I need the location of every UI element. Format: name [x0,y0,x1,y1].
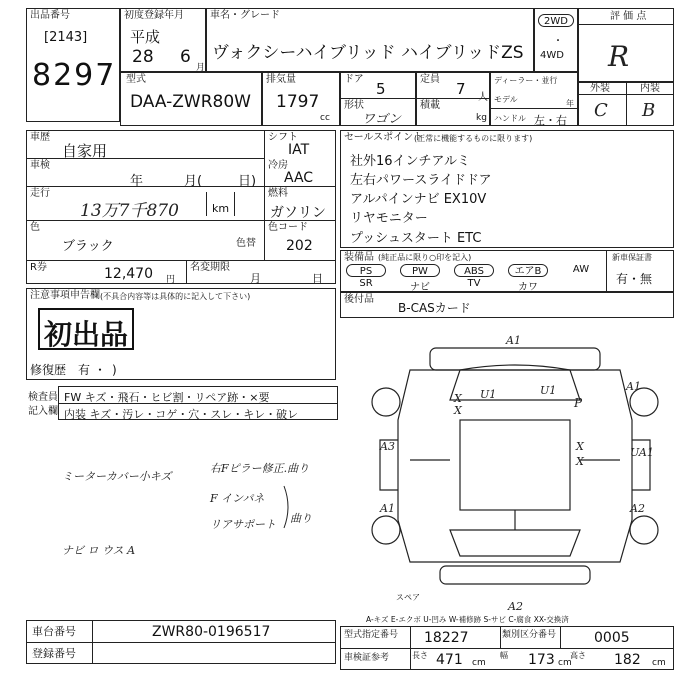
grade-value: R [608,40,630,73]
shape-value: ワゴン [362,112,402,127]
name-label: 車名・グレード [210,10,280,21]
width-label: 幅 [500,651,508,660]
selling-point-3: アルパインナビ EX10V [350,192,487,207]
plate-label: 登録番号 [32,647,76,660]
row-div-4 [26,260,336,261]
recycle-div [186,260,187,284]
registration-month-unit: 月 [196,63,206,73]
first-listing-text: 初出品 [44,318,129,351]
selling-point-2: 左右パワースライドドア [350,173,492,188]
damage-a1-top: A1 [506,334,521,347]
type-col-3 [560,626,561,648]
recycle-unit: 円 [166,275,176,285]
mileage-unit-div [206,192,207,216]
dealer-year-label: 年 [566,99,574,108]
title-change-label: 名変期限 [190,262,230,273]
color-code-label: 色コード [268,222,308,233]
recycle-label: R券 [30,262,47,273]
damage-a2-bottom: A2 [508,600,523,613]
color-code-value: 202 [286,238,313,254]
mileage-label: 走行 [30,188,50,199]
load-label: 積載 [420,100,440,111]
accessory-box [340,292,674,318]
length-value: 471 [436,652,463,668]
damage-a2-right: A2 [630,502,645,515]
selling-point-1: 社外16インチアルミ [350,154,471,169]
ext-label: 外装 [590,83,610,94]
damage-p: P [574,396,583,410]
usage-value: 自家用 [62,142,108,160]
width-unit: cm [558,658,572,668]
damage-x-right-1: X [576,440,584,453]
color-value: ブラック [62,239,114,254]
ext-int-divider-h [578,94,674,95]
hand-note-1: ミーターカバー小キズ [62,470,172,483]
notes-label: 注意事項申告欄 [30,290,100,301]
inspection-month: 月( [184,174,203,189]
width-value: 173 [528,652,555,668]
lot-subnumber: [2143] [44,30,88,45]
equip-navi: ナビ [410,282,430,293]
hand-note-5: 曲り [290,512,312,525]
int-value: B [642,100,656,121]
equip-pw: PW [400,264,440,277]
height-label: 高さ [570,651,586,660]
recycle-value: 12,470 [104,266,153,282]
shift-label: シフト [268,132,298,143]
selling-point-4: リヤモニター [350,211,428,226]
length-unit: cm [472,658,486,668]
ext-int-divider-v [626,82,627,126]
grade-label: 評 価 点 [610,11,647,22]
damage-legend: A-キズ E-エクボ U-凹み W-補修跡 S-サビ C-腐食 XX-交換済 [366,615,569,624]
height-unit: cm [652,658,666,668]
lot-number: 8297 [32,58,117,93]
mileage-unit-div2 [234,192,235,216]
equip-tv: TV [467,278,481,289]
accessory-value: B-CASカード [398,301,471,315]
type-col-1 [410,626,411,670]
selling-point-5: プッシュスタート ETC [350,231,482,246]
inspector-row-2: 内装 キズ・汚レ・コゲ・穴・スレ・キレ・破レ [64,408,299,421]
equip-abs: ABS [454,264,494,277]
selling-points-sub: (正常に機能するものに限ります) [414,134,533,143]
capacity-value: 7 [456,80,466,98]
model-value: DAA-ZWR80W [130,92,251,112]
row-div-2 [26,186,336,187]
dimensions-label: 車検証参考 [344,653,390,663]
damage-a1-right: A1 [626,380,641,393]
capacity-divider [416,98,490,99]
damage-x-left-1: X [454,392,462,405]
load-unit: kg [476,113,487,123]
equipment-sub: (純正品に限り○印を記入) [378,253,472,262]
mileage-unit: km [212,202,230,215]
chassis-col [92,620,93,664]
damage-x-left-2: X [454,404,462,417]
type-label-1: 型式指定番号 [344,630,399,640]
dealer-model-label: モデル [494,95,518,104]
equip-airbag: エアB [508,264,548,277]
lot-label: 出品番号 [30,10,70,21]
registration-label: 初度登録年月 [124,10,184,21]
col-div-main [264,130,265,260]
warranty-div [606,250,607,292]
vehicle-name: ヴォクシーハイブリッド ハイブリッドZS [212,43,524,63]
model-label: 型式 [126,74,146,85]
displacement-value: 1797 [276,92,320,112]
hand-note-2: 右Fピラー修正.曲り [210,462,310,475]
warranty-label: 新車保証書 [612,253,652,262]
type-value-2: 0005 [594,630,630,646]
inspection-year: 年 [130,174,144,189]
color-change-label: 色替 [236,238,256,249]
damage-u1-left: U1 [480,388,497,401]
capacity-unit: 人 [478,92,488,103]
length-label: 長さ [412,651,428,660]
capacity-label: 定員 [420,74,440,85]
mileage-value: 13万7千870 [80,201,179,221]
warranty-value: 有・無 [616,272,653,286]
equip-ps: PS [346,264,386,277]
damage-a1-left: A1 [380,502,395,515]
ext-value: C [594,100,608,121]
drive-4wd: 4WD [540,50,564,61]
inspector-label-2: 記入欄 [28,406,58,417]
title-change-month: 月 [250,272,261,285]
repair-close: ) [112,363,117,377]
title-change-day: 日 [312,272,323,285]
car-damage-diagram [350,330,680,600]
notes-sub: (不具合内容等は具体的に記入して下さい) [100,292,251,301]
inspection-day: 日) [238,174,257,189]
registration-year: 28 [132,47,154,67]
inspection-label: 車検 [30,160,50,171]
type-value-1: 18227 [424,630,469,646]
equipment-label: 装備品 [344,252,374,263]
ac-label: 冷房 [268,160,288,171]
type-col-2 [500,626,501,648]
repair-value: 有 [78,363,91,377]
hand-note-3: F インパネ [210,492,265,505]
chassis-label: 車台番号 [32,625,76,638]
int-label: 内装 [640,83,660,94]
hand-note-4: リアサポート [210,518,276,531]
fuel-value: ガソリン [270,205,326,221]
handle-label: ハンドル [494,114,526,123]
fuel-label: 燃料 [268,188,288,199]
hand-note-6: ナビ ロ ウス A [62,544,136,557]
type-divider [340,648,674,649]
accessory-label: 後付品 [344,294,374,305]
ac-value: AAC [284,170,314,186]
color-label: 色 [30,222,40,233]
type-label-2: 類別区分番号 [502,630,557,640]
damage-u1-right: U1 [540,384,557,397]
inspector-label-1: 検査員 [28,392,58,403]
doors-value: 5 [376,80,386,98]
usage-label: 車歴 [30,132,50,143]
chassis-value: ZWR80-0196517 [152,624,271,640]
repair-tail: ・ [94,363,107,377]
spare-label: スペア [396,593,420,602]
inspector-row-1: FW キズ・飛石・ヒビ割・リペア跡・×要 [64,391,270,404]
doors-label: ドア [344,74,364,85]
selling-points-label: セールスポイント [344,132,424,143]
registration-month: 6 [180,47,191,67]
displacement-label: 排気量 [266,74,296,85]
dealer-divider [490,108,578,109]
displacement-unit: cc [320,113,330,123]
repair-label: 修復歴 [30,363,67,377]
height-value: 182 [614,652,641,668]
damage-x-right-2: X [576,455,584,468]
equip-leather: カワ [518,282,538,293]
equip-aw: AW [572,264,590,275]
equip-sr: SR [359,278,373,289]
drive-2wd: 2WD [538,14,574,27]
grade-divider [578,24,674,25]
shape-label: 形状 [344,100,364,111]
registration-era: 平成 [130,28,161,46]
drive-separator: ・ [553,36,563,47]
dealer-label: ディーラー・並行 [494,76,558,85]
bracket-mark [280,482,300,532]
door-divider [340,98,416,99]
handle-value: 左・右 [534,114,567,127]
damage-ua1: UA1 [630,446,654,459]
chassis-divider [26,642,336,643]
shift-value: IAT [288,142,310,158]
damage-a3: A3 [380,440,395,453]
